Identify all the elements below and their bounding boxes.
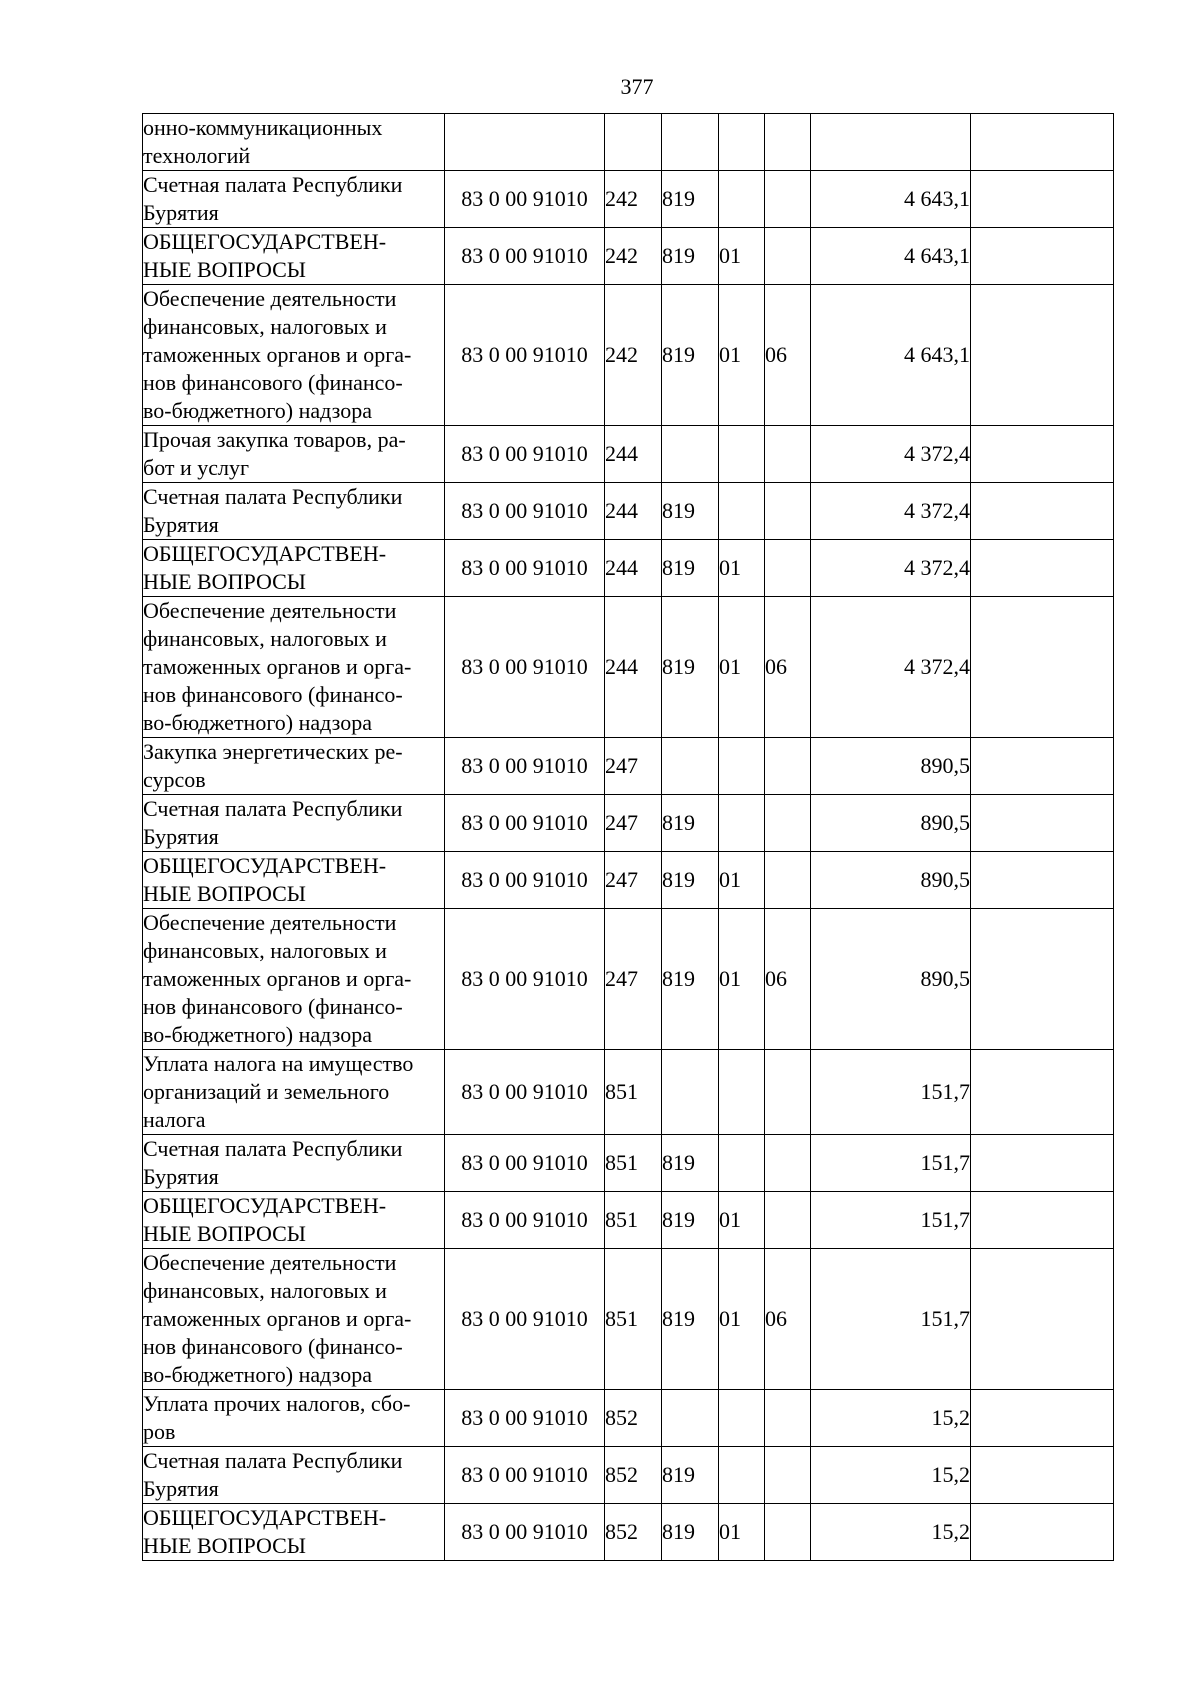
item-name-cell	[143, 426, 445, 483]
target-article-cell: 83 0 00 91010	[445, 1249, 605, 1390]
item-name-cell	[143, 171, 445, 228]
item-name-line: Бурятия	[143, 1476, 219, 1501]
item-name-cell	[143, 738, 445, 795]
item-name-line: ОБЩЕГОСУДАРСТВЕН-	[143, 1193, 387, 1218]
item-name-cell	[143, 1135, 445, 1192]
target-article-cell: 83 0 00 91010	[445, 483, 605, 540]
item-name-line: во-бюджетного) надзора	[143, 1362, 372, 1387]
empty-cell	[971, 1050, 1114, 1135]
item-name-line: Прочая закупка товаров, ра-	[143, 427, 406, 452]
item-name-line: таможенных органов и орга-	[143, 342, 412, 367]
table-row	[143, 1135, 1114, 1192]
section-cell: 01	[719, 909, 765, 1050]
table-row	[143, 909, 1114, 1050]
chief-manager-cell	[662, 426, 719, 483]
item-name-line: онно-коммуникационных	[143, 115, 383, 140]
section-cell: 01	[719, 228, 765, 285]
section-cell: 01	[719, 285, 765, 426]
chief-manager-cell: 819	[662, 1249, 719, 1390]
section-cell	[719, 1447, 765, 1504]
item-name-cell	[143, 909, 445, 1050]
amount-cell: 4 372,4	[811, 483, 971, 540]
target-article-cell: 83 0 00 91010	[445, 285, 605, 426]
item-name-line: нов финансового (финансо-	[143, 370, 403, 395]
empty-cell	[971, 228, 1114, 285]
expense-type-cell: 851	[605, 1050, 662, 1135]
item-name-line: налога	[143, 1107, 206, 1132]
subsection-cell	[765, 114, 811, 171]
item-name-line: нов финансового (финансо-	[143, 1334, 403, 1359]
subsection-cell	[765, 795, 811, 852]
subsection-cell	[765, 171, 811, 228]
expense-type-cell: 852	[605, 1390, 662, 1447]
table-row	[143, 114, 1114, 171]
item-name-line: НЫЕ ВОПРОСЫ	[143, 1533, 306, 1558]
expense-type-cell: 242	[605, 285, 662, 426]
item-name-line: нов финансового (финансо-	[143, 994, 403, 1019]
section-cell: 01	[719, 540, 765, 597]
item-name-line: Счетная палата Республики	[143, 796, 403, 821]
chief-manager-cell: 819	[662, 1192, 719, 1249]
item-name-cell	[143, 1249, 445, 1390]
item-name-line: ров	[143, 1419, 176, 1444]
subsection-cell: 06	[765, 285, 811, 426]
amount-cell: 151,7	[811, 1050, 971, 1135]
section-cell: 01	[719, 597, 765, 738]
target-article-cell: 83 0 00 91010	[445, 1050, 605, 1135]
target-article-cell: 83 0 00 91010	[445, 852, 605, 909]
item-name-line: Уплата налога на имущество	[143, 1051, 414, 1076]
target-article-cell: 83 0 00 91010	[445, 171, 605, 228]
amount-cell: 15,2	[811, 1504, 971, 1561]
target-article-cell: 83 0 00 91010	[445, 597, 605, 738]
item-name-line: Счетная палата Республики	[143, 1136, 403, 1161]
amount-cell: 890,5	[811, 909, 971, 1050]
section-cell: 01	[719, 1192, 765, 1249]
chief-manager-cell: 819	[662, 285, 719, 426]
subsection-cell: 06	[765, 909, 811, 1050]
section-cell: 01	[719, 852, 765, 909]
subsection-cell	[765, 1135, 811, 1192]
expense-type-cell: 851	[605, 1135, 662, 1192]
amount-cell	[811, 114, 971, 171]
chief-manager-cell	[662, 1390, 719, 1447]
empty-cell	[971, 540, 1114, 597]
item-name-cell	[143, 1447, 445, 1504]
expense-type-cell: 244	[605, 540, 662, 597]
item-name-cell	[143, 1504, 445, 1561]
empty-cell	[971, 114, 1114, 171]
item-name-line: таможенных органов и орга-	[143, 1306, 412, 1331]
subsection-cell	[765, 1050, 811, 1135]
item-name-cell	[143, 852, 445, 909]
table-row	[143, 738, 1114, 795]
item-name-line: ОБЩЕГОСУДАРСТВЕН-	[143, 541, 387, 566]
expense-type-cell: 247	[605, 795, 662, 852]
chief-manager-cell	[662, 738, 719, 795]
empty-cell	[971, 909, 1114, 1050]
section-cell	[719, 426, 765, 483]
expense-type-cell: 247	[605, 738, 662, 795]
section-cell: 01	[719, 1504, 765, 1561]
table-row	[143, 1504, 1114, 1561]
chief-manager-cell: 819	[662, 1135, 719, 1192]
item-name-line: во-бюджетного) надзора	[143, 398, 372, 423]
section-cell	[719, 1050, 765, 1135]
subsection-cell	[765, 228, 811, 285]
table-row	[143, 426, 1114, 483]
item-name-line: НЫЕ ВОПРОСЫ	[143, 257, 306, 282]
target-article-cell: 83 0 00 91010	[445, 1135, 605, 1192]
item-name-line: Уплата прочих налогов, сбо-	[143, 1391, 411, 1416]
item-name-line: финансовых, налоговых и	[143, 314, 387, 339]
item-name-cell	[143, 1192, 445, 1249]
chief-manager-cell: 819	[662, 597, 719, 738]
chief-manager-cell	[662, 114, 719, 171]
subsection-cell	[765, 1390, 811, 1447]
table-row	[143, 1447, 1114, 1504]
item-name-cell	[143, 1050, 445, 1135]
expense-type-cell	[605, 114, 662, 171]
empty-cell	[971, 426, 1114, 483]
empty-cell	[971, 1504, 1114, 1561]
empty-cell	[971, 1135, 1114, 1192]
chief-manager-cell: 819	[662, 795, 719, 852]
item-name-line: во-бюджетного) надзора	[143, 710, 372, 735]
subsection-cell	[765, 852, 811, 909]
chief-manager-cell: 819	[662, 228, 719, 285]
chief-manager-cell: 819	[662, 1447, 719, 1504]
item-name-cell	[143, 795, 445, 852]
chief-manager-cell: 819	[662, 483, 719, 540]
chief-manager-cell: 819	[662, 1504, 719, 1561]
chief-manager-cell	[662, 1050, 719, 1135]
table-row	[143, 1050, 1114, 1135]
chief-manager-cell: 819	[662, 909, 719, 1050]
subsection-cell	[765, 540, 811, 597]
item-name-line: Бурятия	[143, 200, 219, 225]
empty-cell	[971, 285, 1114, 426]
empty-cell	[971, 1192, 1114, 1249]
subsection-cell	[765, 1504, 811, 1561]
target-article-cell: 83 0 00 91010	[445, 738, 605, 795]
target-article-cell: 83 0 00 91010	[445, 795, 605, 852]
expense-type-cell: 244	[605, 426, 662, 483]
item-name-line: Бурятия	[143, 512, 219, 537]
table-row	[143, 597, 1114, 738]
amount-cell: 890,5	[811, 795, 971, 852]
section-cell	[719, 795, 765, 852]
table-body	[143, 114, 1114, 1561]
item-name-line: Обеспечение деятельности	[143, 1250, 397, 1275]
item-name-cell	[143, 597, 445, 738]
item-name-line: финансовых, налоговых и	[143, 1278, 387, 1303]
table-row	[143, 1192, 1114, 1249]
item-name-line: Счетная палата Республики	[143, 484, 403, 509]
item-name-line: таможенных органов и орга-	[143, 654, 412, 679]
budget-table	[142, 113, 1114, 1561]
empty-cell	[971, 597, 1114, 738]
chief-manager-cell: 819	[662, 852, 719, 909]
item-name-line: финансовых, налоговых и	[143, 938, 387, 963]
amount-cell: 4 372,4	[811, 540, 971, 597]
item-name-line: организаций и земельного	[143, 1079, 390, 1104]
table-row	[143, 483, 1114, 540]
expense-type-cell: 244	[605, 483, 662, 540]
item-name-line: ОБЩЕГОСУДАРСТВЕН-	[143, 229, 387, 254]
amount-cell: 15,2	[811, 1390, 971, 1447]
item-name-line: Бурятия	[143, 1164, 219, 1189]
amount-cell: 151,7	[811, 1135, 971, 1192]
item-name-line: НЫЕ ВОПРОСЫ	[143, 1221, 306, 1246]
table-row	[143, 1249, 1114, 1390]
subsection-cell	[765, 483, 811, 540]
expense-type-cell: 242	[605, 171, 662, 228]
amount-cell: 4 643,1	[811, 285, 971, 426]
expense-type-cell: 852	[605, 1447, 662, 1504]
empty-cell	[971, 852, 1114, 909]
section-cell	[719, 738, 765, 795]
target-article-cell	[445, 114, 605, 171]
item-name-cell	[143, 483, 445, 540]
empty-cell	[971, 1390, 1114, 1447]
section-cell	[719, 1390, 765, 1447]
item-name-cell	[143, 114, 445, 171]
section-cell	[719, 114, 765, 171]
expense-type-cell: 851	[605, 1192, 662, 1249]
item-name-line: во-бюджетного) надзора	[143, 1022, 372, 1047]
item-name-line: финансовых, налоговых и	[143, 626, 387, 651]
amount-cell: 151,7	[811, 1192, 971, 1249]
amount-cell: 890,5	[811, 852, 971, 909]
chief-manager-cell: 819	[662, 171, 719, 228]
target-article-cell: 83 0 00 91010	[445, 1504, 605, 1561]
item-name-cell	[143, 285, 445, 426]
item-name-line: Обеспечение деятельности	[143, 286, 397, 311]
table-row	[143, 171, 1114, 228]
expense-type-cell: 852	[605, 1504, 662, 1561]
target-article-cell: 83 0 00 91010	[445, 1447, 605, 1504]
expense-type-cell: 242	[605, 228, 662, 285]
section-cell	[719, 171, 765, 228]
subsection-cell: 06	[765, 1249, 811, 1390]
section-cell	[719, 1135, 765, 1192]
target-article-cell: 83 0 00 91010	[445, 1390, 605, 1447]
section-cell: 01	[719, 1249, 765, 1390]
item-name-line: ОБЩЕГОСУДАРСТВЕН-	[143, 1505, 387, 1530]
table-row	[143, 285, 1114, 426]
target-article-cell: 83 0 00 91010	[445, 909, 605, 1050]
target-article-cell: 83 0 00 91010	[445, 540, 605, 597]
amount-cell: 15,2	[811, 1447, 971, 1504]
empty-cell	[971, 171, 1114, 228]
empty-cell	[971, 795, 1114, 852]
amount-cell: 890,5	[811, 738, 971, 795]
table-row	[143, 1390, 1114, 1447]
item-name-line: бот и услуг	[143, 455, 250, 480]
item-name-cell	[143, 228, 445, 285]
chief-manager-cell: 819	[662, 540, 719, 597]
empty-cell	[971, 738, 1114, 795]
amount-cell: 4 372,4	[811, 597, 971, 738]
page-number: 377	[620, 74, 654, 99]
subsection-cell	[765, 1447, 811, 1504]
empty-cell	[971, 483, 1114, 540]
item-name-line: Обеспечение деятельности	[143, 598, 397, 623]
expense-type-cell: 247	[605, 852, 662, 909]
item-name-line: Обеспечение деятельности	[143, 910, 397, 935]
empty-cell	[971, 1447, 1114, 1504]
section-cell	[719, 483, 765, 540]
subsection-cell	[765, 1192, 811, 1249]
empty-cell	[971, 1249, 1114, 1390]
item-name-line: Бурятия	[143, 824, 219, 849]
target-article-cell: 83 0 00 91010	[445, 426, 605, 483]
expense-type-cell: 244	[605, 597, 662, 738]
item-name-line: технологий	[143, 143, 251, 168]
amount-cell: 4 643,1	[811, 228, 971, 285]
table-row	[143, 540, 1114, 597]
table-row	[143, 228, 1114, 285]
item-name-line: таможенных органов и орга-	[143, 966, 412, 991]
item-name-line: Счетная палата Республики	[143, 1448, 403, 1473]
subsection-cell	[765, 426, 811, 483]
item-name-cell	[143, 540, 445, 597]
item-name-line: нов финансового (финансо-	[143, 682, 403, 707]
subsection-cell	[765, 738, 811, 795]
expense-type-cell: 247	[605, 909, 662, 1050]
item-name-line: сурсов	[143, 767, 206, 792]
amount-cell: 4 372,4	[811, 426, 971, 483]
table-row	[143, 795, 1114, 852]
expense-type-cell: 851	[605, 1249, 662, 1390]
item-name-line: Закупка энергетических ре-	[143, 739, 403, 764]
item-name-line: Счетная палата Республики	[143, 172, 403, 197]
item-name-line: НЫЕ ВОПРОСЫ	[143, 881, 306, 906]
target-article-cell: 83 0 00 91010	[445, 228, 605, 285]
item-name-line: НЫЕ ВОПРОСЫ	[143, 569, 306, 594]
item-name-line: ОБЩЕГОСУДАРСТВЕН-	[143, 853, 387, 878]
amount-cell: 4 643,1	[811, 171, 971, 228]
subsection-cell: 06	[765, 597, 811, 738]
item-name-cell	[143, 1390, 445, 1447]
table-row	[143, 852, 1114, 909]
amount-cell: 151,7	[811, 1249, 971, 1390]
target-article-cell: 83 0 00 91010	[445, 1192, 605, 1249]
